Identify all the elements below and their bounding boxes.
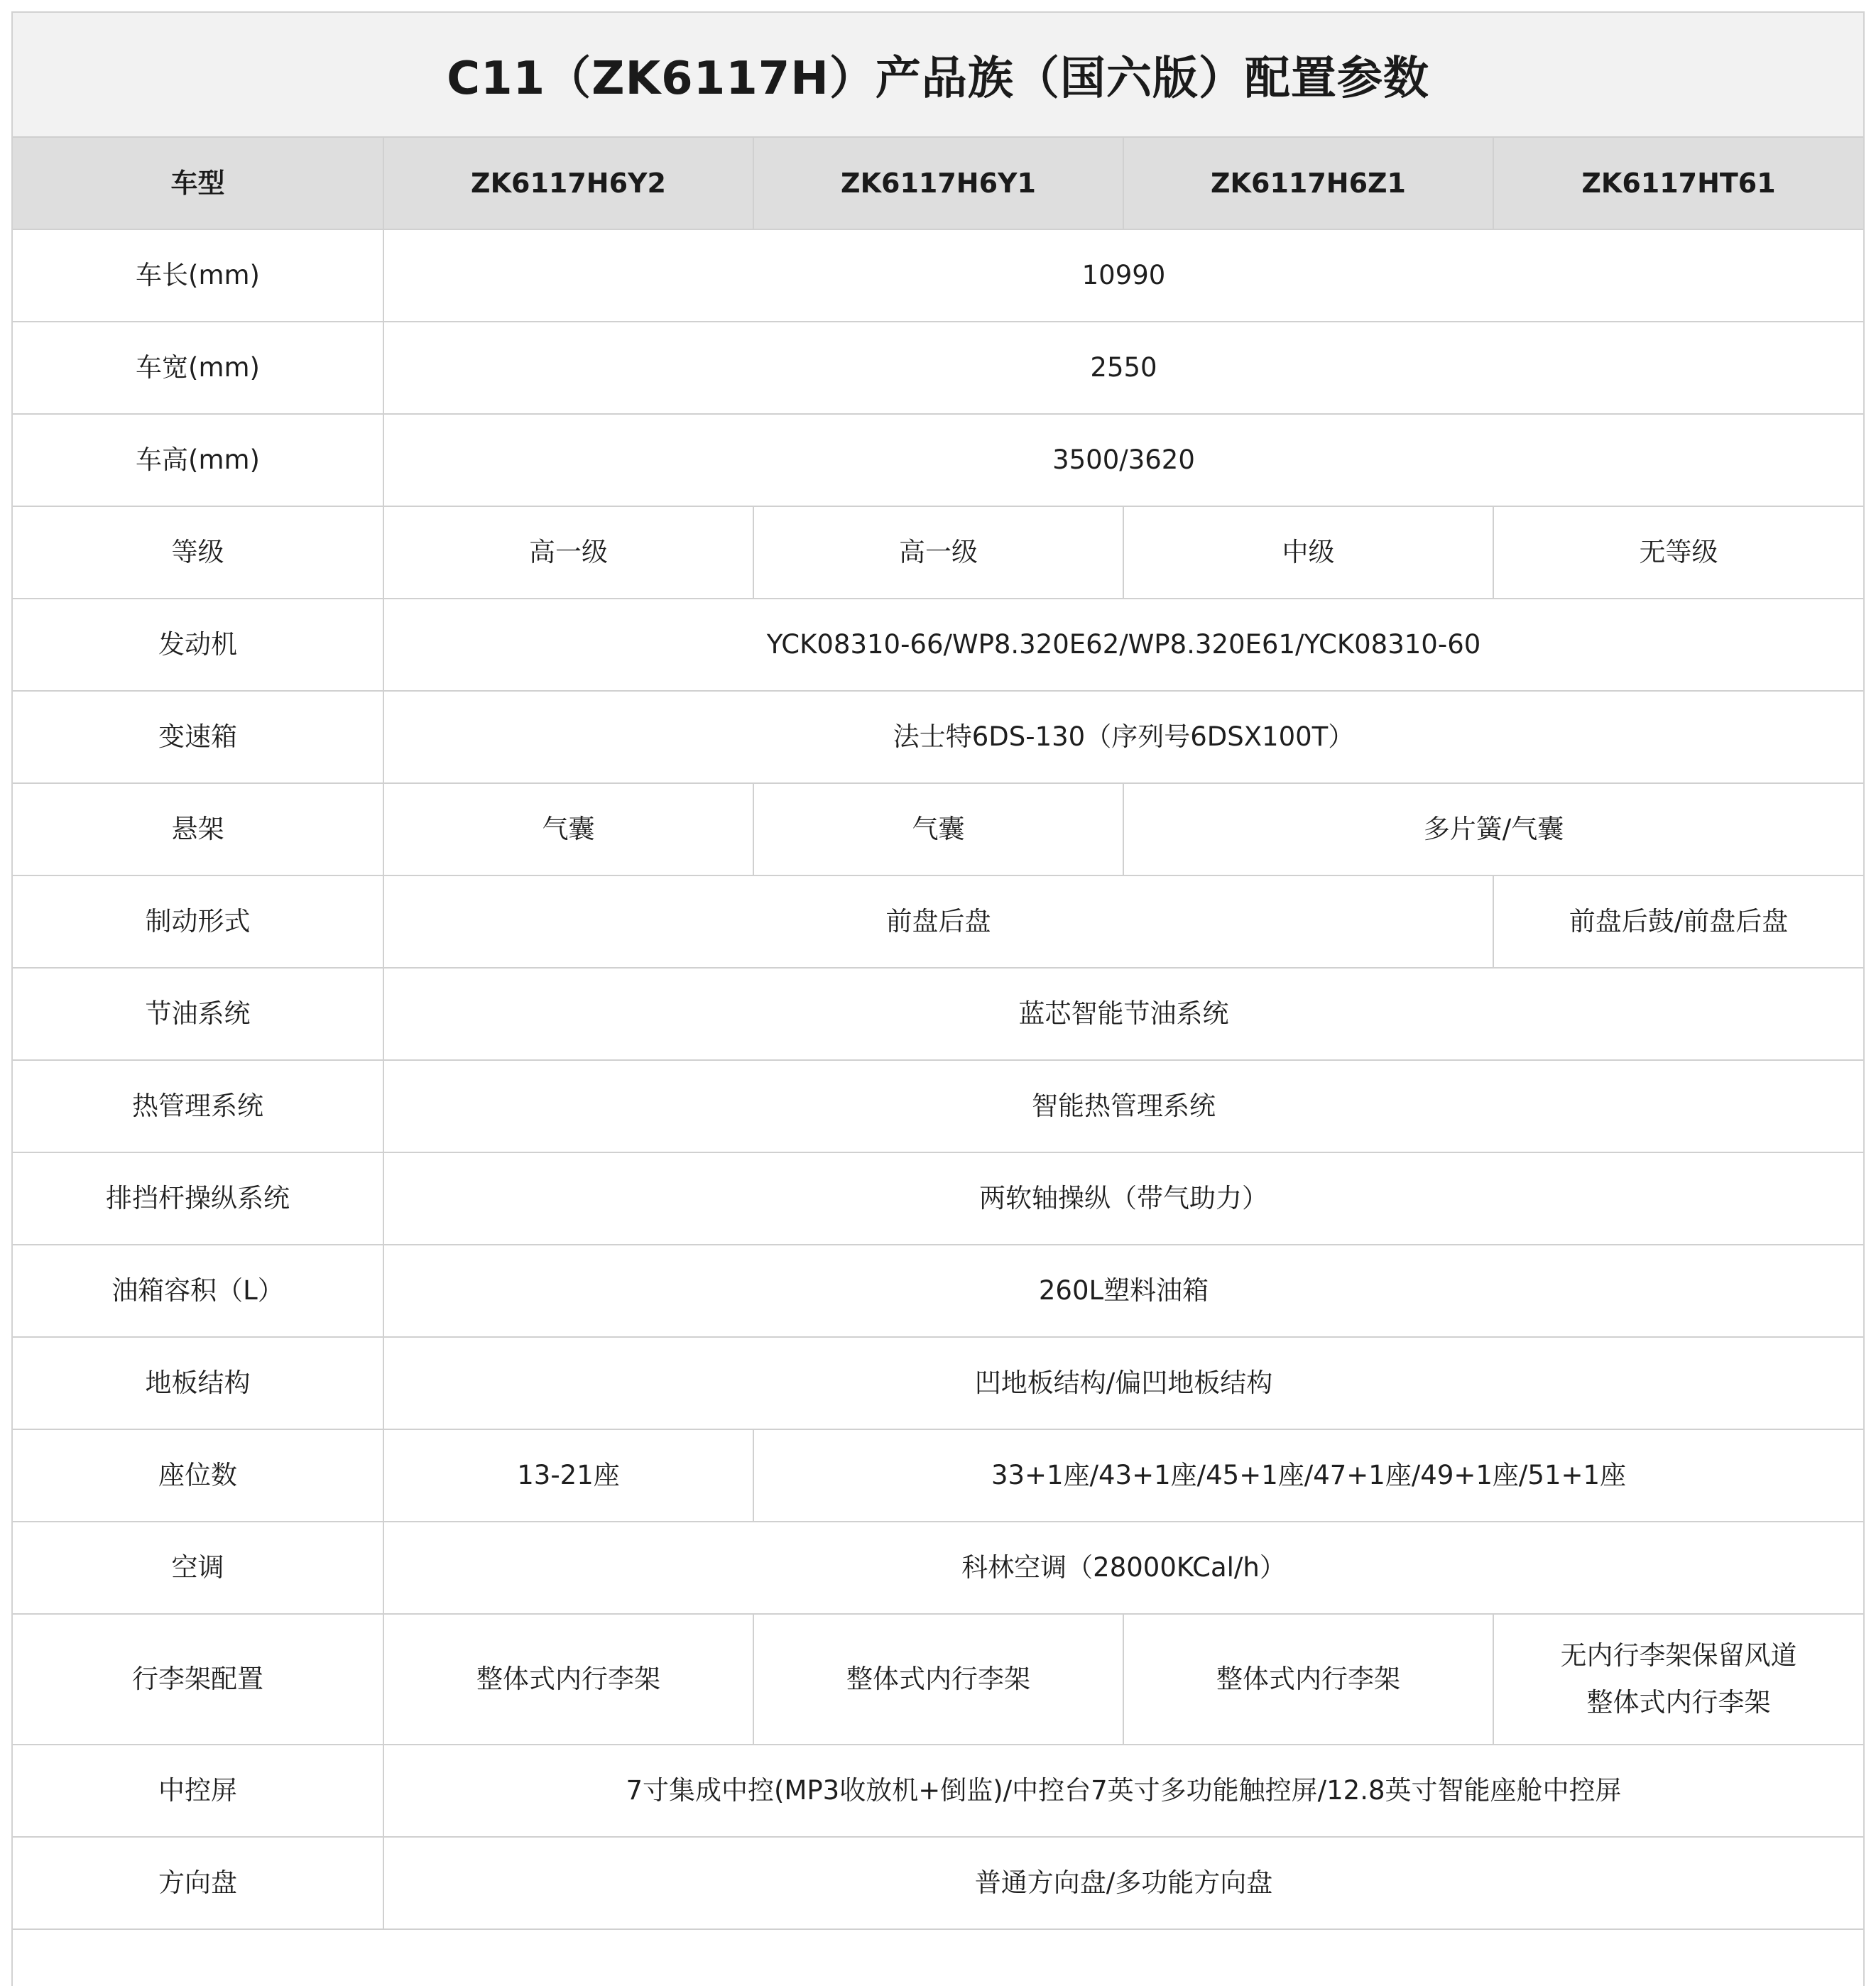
row-label: 发动机 xyxy=(13,599,383,691)
header-model-2: ZK6117H6Y1 xyxy=(753,138,1123,229)
row-label: 油箱容积（L） xyxy=(13,1245,383,1337)
table-row-engine xyxy=(13,599,1863,691)
row-value-multiline xyxy=(1493,1614,1863,1745)
row-label: 中控屏 xyxy=(13,1745,383,1837)
row-label: 车宽(mm) xyxy=(13,322,383,414)
row-label: 变速箱 xyxy=(13,691,383,783)
table-row-thermal xyxy=(13,1060,1863,1152)
row-value-line: 无内行李架保留风道 xyxy=(1560,1640,1797,1671)
row-value: 260L塑料油箱 xyxy=(383,1245,1863,1337)
row-value: 气囊 xyxy=(383,783,753,875)
table-row-luggage xyxy=(13,1614,1863,1745)
row-value: 10990 xyxy=(383,229,1863,322)
row-value: 33+1座/43+1座/45+1座/47+1座/49+1座/51+1座 xyxy=(753,1429,1863,1522)
table-row-brake xyxy=(13,875,1863,968)
row-value: YCK08310-66/WP8.320E62/WP8.320E61/YCK08310-60 xyxy=(383,599,1863,691)
row-label: 行李架配置 xyxy=(13,1614,383,1745)
table-row-shifter xyxy=(13,1152,1863,1245)
row-label: 热管理系统 xyxy=(13,1060,383,1152)
table-row-grade xyxy=(13,506,1863,599)
row-value: 13-21座 xyxy=(383,1429,753,1522)
row-value: 高一级 xyxy=(753,506,1123,599)
row-value: 高一级 xyxy=(383,506,753,599)
spec-table xyxy=(13,138,1863,1930)
row-value: 凹地板结构/偏凹地板结构 xyxy=(383,1337,1863,1429)
table-row-floor xyxy=(13,1337,1863,1429)
row-value: 2550 xyxy=(383,322,1863,414)
row-value-line: 整体式内行李架 xyxy=(1586,1687,1771,1718)
table-row-steering xyxy=(13,1837,1863,1929)
table-header-row xyxy=(13,138,1863,229)
row-label: 车长(mm) xyxy=(13,229,383,322)
row-value: 科林空调（28000KCal/h） xyxy=(383,1522,1863,1614)
row-label: 空调 xyxy=(13,1522,383,1614)
row-label: 制动形式 xyxy=(13,875,383,968)
row-label: 节油系统 xyxy=(13,968,383,1060)
row-value: 智能热管理系统 xyxy=(383,1060,1863,1152)
row-value: 法士特6DS-130（序列号6DSX100T） xyxy=(383,691,1863,783)
row-value: 多片簧/气囊 xyxy=(1123,783,1863,875)
table-row-suspension xyxy=(13,783,1863,875)
table-row-width xyxy=(13,322,1863,414)
row-value: 整体式内行李架 xyxy=(753,1614,1123,1745)
row-value: 前盘后鼓/前盘后盘 xyxy=(1493,875,1863,968)
table-row-tank xyxy=(13,1245,1863,1337)
row-label: 车高(mm) xyxy=(13,414,383,506)
table-row-height xyxy=(13,414,1863,506)
row-label: 等级 xyxy=(13,506,383,599)
table-row-length xyxy=(13,229,1863,322)
header-model-4: ZK6117HT61 xyxy=(1493,138,1863,229)
row-value: 7寸集成中控(MP3收放机+倒监)/中控台7英寸多功能触控屏/12.8英寸智能座舱中控屏 xyxy=(383,1745,1863,1837)
row-value: 中级 xyxy=(1123,506,1493,599)
row-label: 方向盘 xyxy=(13,1837,383,1929)
row-value: 前盘后盘 xyxy=(383,875,1493,968)
header-model-1: ZK6117H6Y2 xyxy=(383,138,753,229)
page-title: C11（ZK6117H）产品族（国六版）配置参数 xyxy=(13,13,1863,138)
header-model-3: ZK6117H6Z1 xyxy=(1123,138,1493,229)
spec-sheet xyxy=(11,11,1865,1986)
row-value: 气囊 xyxy=(753,783,1123,875)
row-value: 无等级 xyxy=(1493,506,1863,599)
header-label: 车型 xyxy=(13,138,383,229)
table-row-seats xyxy=(13,1429,1863,1522)
row-value: 3500/3620 xyxy=(383,414,1863,506)
row-value: 整体式内行李架 xyxy=(383,1614,753,1745)
table-row-ac xyxy=(13,1522,1863,1614)
row-label: 座位数 xyxy=(13,1429,383,1522)
row-value: 普通方向盘/多功能方向盘 xyxy=(383,1837,1863,1929)
row-value: 整体式内行李架 xyxy=(1123,1614,1493,1745)
table-row-console xyxy=(13,1745,1863,1837)
table-row-gearbox xyxy=(13,691,1863,783)
row-label: 悬架 xyxy=(13,783,383,875)
row-label: 排挡杆操纵系统 xyxy=(13,1152,383,1245)
row-value: 两软轴操纵（带气助力） xyxy=(383,1152,1863,1245)
row-label: 地板结构 xyxy=(13,1337,383,1429)
table-row-fuel-saving xyxy=(13,968,1863,1060)
row-value: 蓝芯智能节油系统 xyxy=(383,968,1863,1060)
